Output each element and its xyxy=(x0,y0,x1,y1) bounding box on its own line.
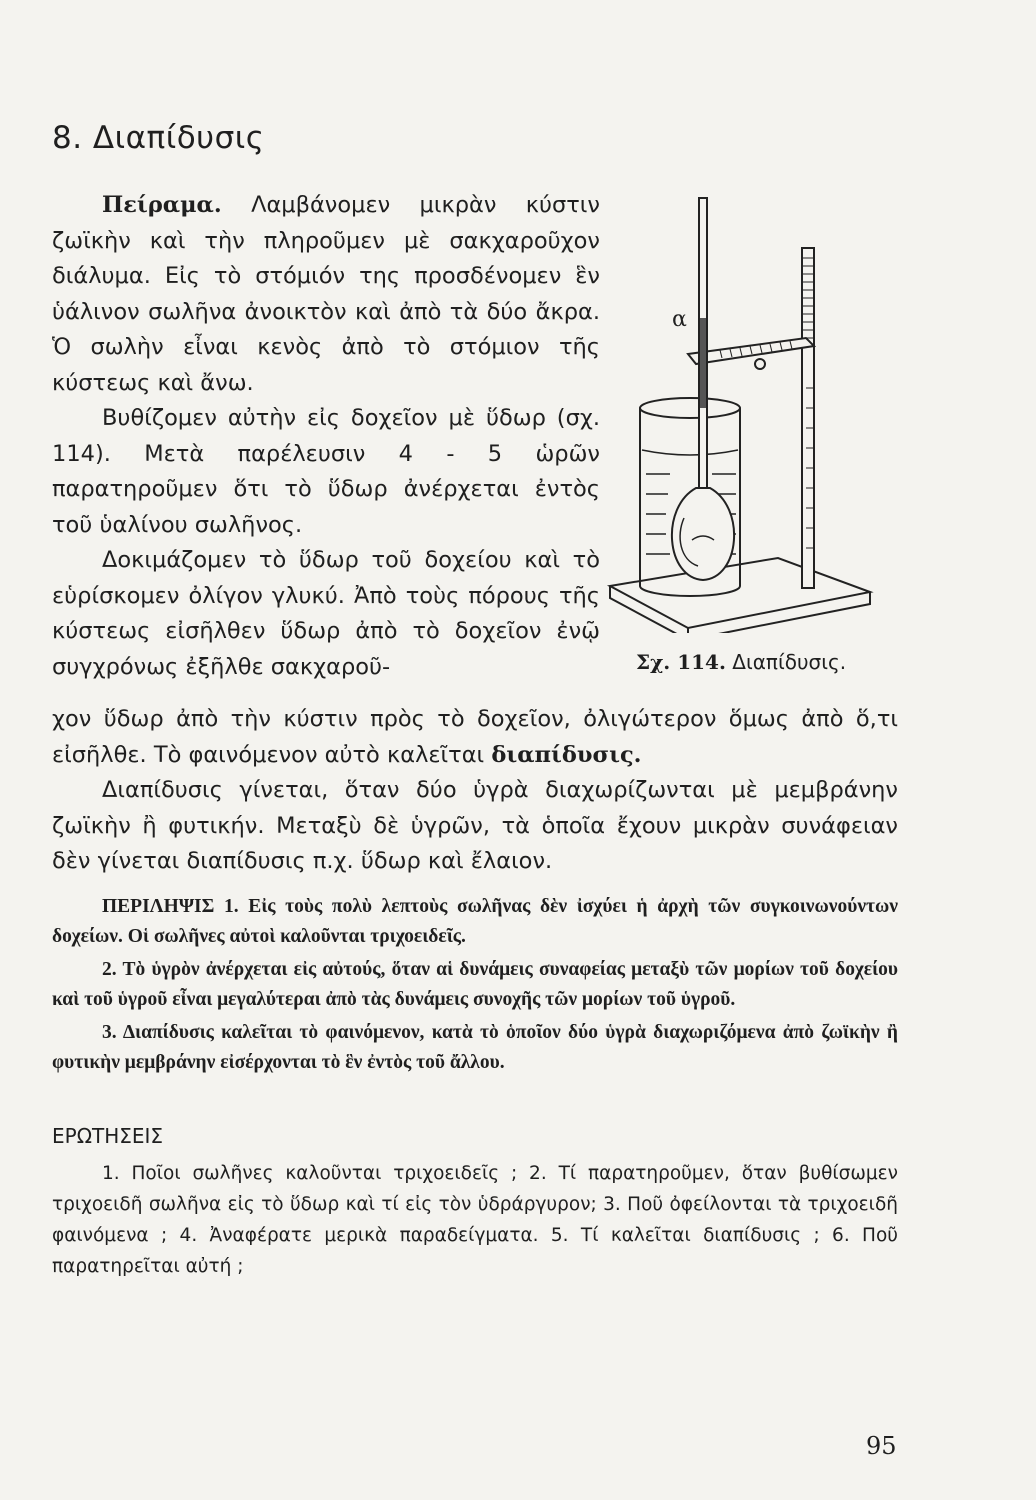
experiment-text-1: Λαμβάνομεν μικρὰν κύστιν ζωϊκὴν καὶ τὴν πληροῦμεν μὲ σακχαροῦχον διάλυμα. Εἰς τὸ στόμιόν της προσδένομεν ἓν ὑάλινον σωλῆνα ἀνοικτὸν καὶ ἀπὸ τὰ δύο ἄκρα. Ὁ σωλὴν εἶναι κενὸς ἀπὸ τὸ στόμιον τῆς κύστεως καὶ ἄνω. xyxy=(52,192,600,396)
experiment-paragraph-3-cont xyxy=(52,702,898,773)
experiment-paragraph-3: Δοκιμάζομεν τὸ ὕδωρ τοῦ δοχείου καὶ τὸ εὑρίσκομεν ὀλίγον γλυκύ. Ἀπὸ τοὺς πόρους τῆς κύστεως εἰσῆλθεν ὕδωρ ἀπὸ τὸ δοχεῖον ἐνῷ συγχρόνως ἐξῆλθε σακχαροῦ- xyxy=(52,547,600,680)
figure-caption xyxy=(636,650,846,674)
figure-label-alpha: α xyxy=(672,307,687,332)
questions-text: 1. Ποῖοι σωλῆνες καλοῦνται τριχοειδεῖς ; 2. Τί παρατηροῦμεν, ὅταν βυθίσωμεν τριχοειδῆ σωλῆνα εἰς τὸ ὕδωρ καὶ τί εἰς τὸν ὑδράργυρον; 3. Ποῦ ὀφείλονται τὰ τριχοειδῆ φαινόμενα ; 4. Ἀναφέρατε μερικὰ παραδείγματα. 5. Τί καλεῖται διαπίδυσις ; 6. Ποῦ παρατηρεῖται αὐτή ; xyxy=(52,1163,898,1277)
tube-water-column xyxy=(700,318,706,408)
stand-rod xyxy=(802,248,814,588)
osmosis-figure xyxy=(600,188,890,633)
page-number: 95 xyxy=(866,1432,897,1460)
summary-item-3: 3. Διαπίδυσις καλεῖται τὸ φαινόμενον, κατὰ τὸ ὁποῖον δύο ὑγρὰ διαχωριζόμενα ἀπὸ ζωϊκὴν ἢ φυτικὴν μεμβράνην εἰσέρχονται τὸ ἓν ἐντὸς τοῦ ἄλλου. xyxy=(52,1022,898,1073)
experiment-column xyxy=(52,188,600,685)
osmosis-apparatus-drawing xyxy=(600,188,890,633)
bladder xyxy=(672,488,734,580)
figure-caption-text: Διαπίδυσις. xyxy=(732,650,847,674)
summary-item-1: ΠΕΡΙΛΗΨΙΣ 1. Εἰς τοὺς πολὺ λεπτοὺς σωλῆνας δὲν ἰσχύει ἡ ἀρχὴ τῶν συγκοινωνούντων δοχείων. Οἱ σωλῆνες αὐτοὶ καλοῦνται τριχοειδεῖς. xyxy=(52,896,898,947)
experiment-lead: Πείραμα. xyxy=(102,192,222,218)
beaker-rim xyxy=(640,398,740,418)
figure-caption-number: Σχ. 114. xyxy=(636,650,726,674)
clamp-screw xyxy=(755,359,765,369)
experiment-paragraph-2: Βυθίζομεν αὐτὴν εἰς δοχεῖον μὲ ὕδωρ (σχ. 114). Μετὰ παρέλευσιν 4 - 5 ὡρῶν παρατηροῦμεν ὅτι τὸ ὕδωρ ἀνέρχεται ἐντὸς τοῦ ὑαλίνου σωλῆνος. xyxy=(52,405,600,538)
term-osmosis: διαπίδυσις. xyxy=(491,741,642,768)
experiment-text-3-cont: χον ὕδωρ ἀπὸ τὴν κύστιν πρὸς τὸ δοχεῖον, ὀλιγώτερον ὅμως ἀπὸ ὅ,τι εἰσῆλθε. Τὸ φαινόμενον αὐτὸ καλεῖται xyxy=(52,706,898,768)
questions-heading: ΕΡΩΤΗΣΕΙΣ xyxy=(52,1124,164,1148)
experiment-continuation xyxy=(52,702,898,880)
summary-item-2: 2. Τὸ ὑγρὸν ἀνέρχεται εἰς αὐτούς, ὅταν αἱ δυνάμεις συναφείας μεταξὺ τῶν μορίων τοῦ δοχείου καὶ τοῦ ὑγροῦ εἶναι μεγαλύτεραι ἀπὸ τὰς δυνάμεις συνοχῆς τῶν μορίων τοῦ ὑγροῦ. xyxy=(52,959,898,1010)
section-title: 8. Διαπίδυσις xyxy=(52,120,265,156)
summary-section xyxy=(52,892,898,1081)
experiment-paragraph-1 xyxy=(52,188,600,401)
experiment-paragraph-4: Διαπίδυσις γίνεται, ὅταν δύο ὑγρὰ διαχωρίζωνται μὲ μεμβράνην ζωϊκὴν ἢ φυτικήν. Μεταξὺ δὲ ὑγρῶν, τὰ ὁποῖα ἔχουν μικρὰν συνάφειαν δὲν γίνεται διαπίδυσις π.χ. ὕδωρ καὶ ἔλαιον. xyxy=(52,777,898,874)
